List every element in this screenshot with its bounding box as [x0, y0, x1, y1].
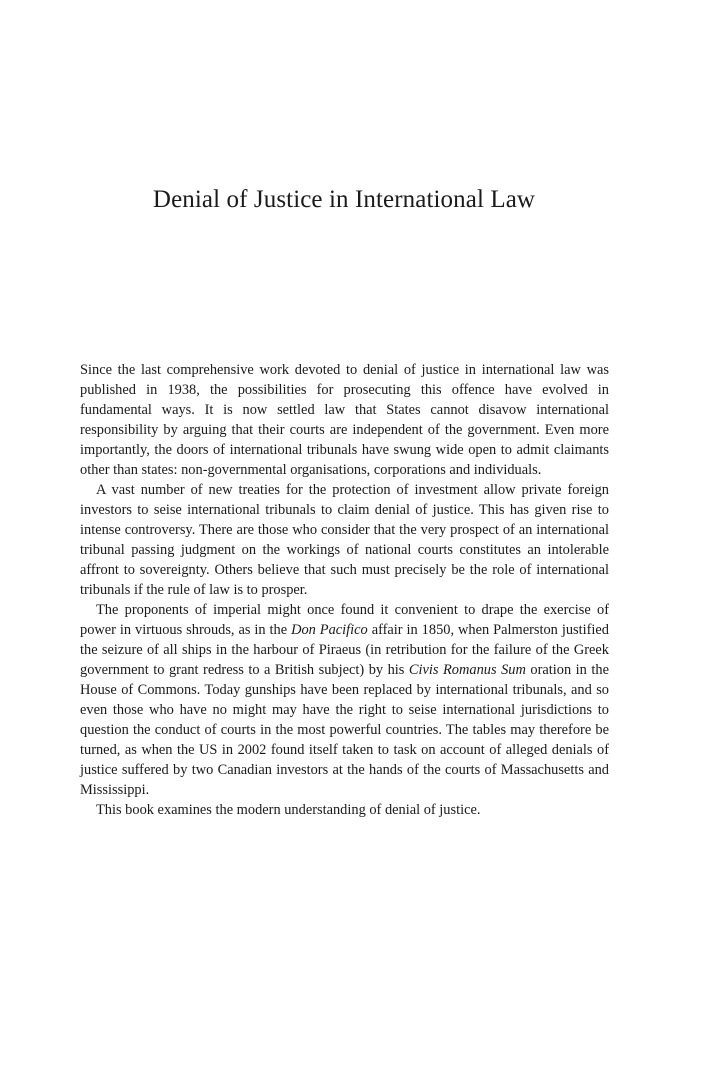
paragraph-2 — [80, 480, 609, 600]
paragraph-3 — [80, 600, 609, 800]
paragraph-4 — [80, 800, 609, 820]
paragraph-3-text-b: affair in 1850, when Palmerston justified the seizure of all ships in the harbour of Piraeus (in retribution for the failure of the Greek government to grant redress to a British subject) by his — [80, 622, 609, 678]
blurb-body — [80, 360, 609, 820]
paragraph-2-text: A vast number of new treaties for the protection of investment allow private foreign investors to seise international tribunals to claim denial of justice. This has given rise to intense controversy. There are those who consider that the very prospect of an international tribunal passing judgment on the workings of national courts constitutes an intolerable affront to sovereignty. Others believe that such must precisely be the role of international tribunals if the rule of law is to prosper. — [80, 482, 609, 598]
paragraph-3-italic-civis-romanus-sum: Civis Romanus Sum — [408, 662, 526, 678]
paragraph-3-text-c: oration in the House of Commons. Today gunships have been replaced by international tribunals, and so even those who have no might may have the right to seise international jurisdictions to question the conduct of courts in the most powerful countries. The tables may therefore be turned, as when the US in 2002 found itself taken to task on account of alleged denials of justice suffered by two Canadian investors at the hands of the courts of Massachusetts and Mississippi. — [80, 662, 609, 798]
paragraph-1 — [80, 360, 609, 480]
paragraph-3-italic-don-pacifico: Don Pacifico — [291, 622, 368, 638]
page-title: Denial of Justice in International Law — [152, 186, 536, 213]
paragraph-1-text: Since the last comprehensive work devoted to denial of justice in international law was published in 1938, the possibilities for prosecuting this offence have evolved in fundamental ways. It is now settled law that States cannot disavow international responsibility by arguing that their courts are independent of the government. Even more importantly, the doors of international tribunals have swung wide open to admit claimants other than states: non-governmental organisations, corporations and individuals. — [80, 362, 609, 478]
paragraph-3-text-a: The proponents of imperial might once found it convenient to drape the exercise of power in virtuous shrouds, as in the — [80, 602, 609, 638]
paragraph-4-text: This book examines the modern understanding of denial of justice. — [96, 802, 481, 818]
